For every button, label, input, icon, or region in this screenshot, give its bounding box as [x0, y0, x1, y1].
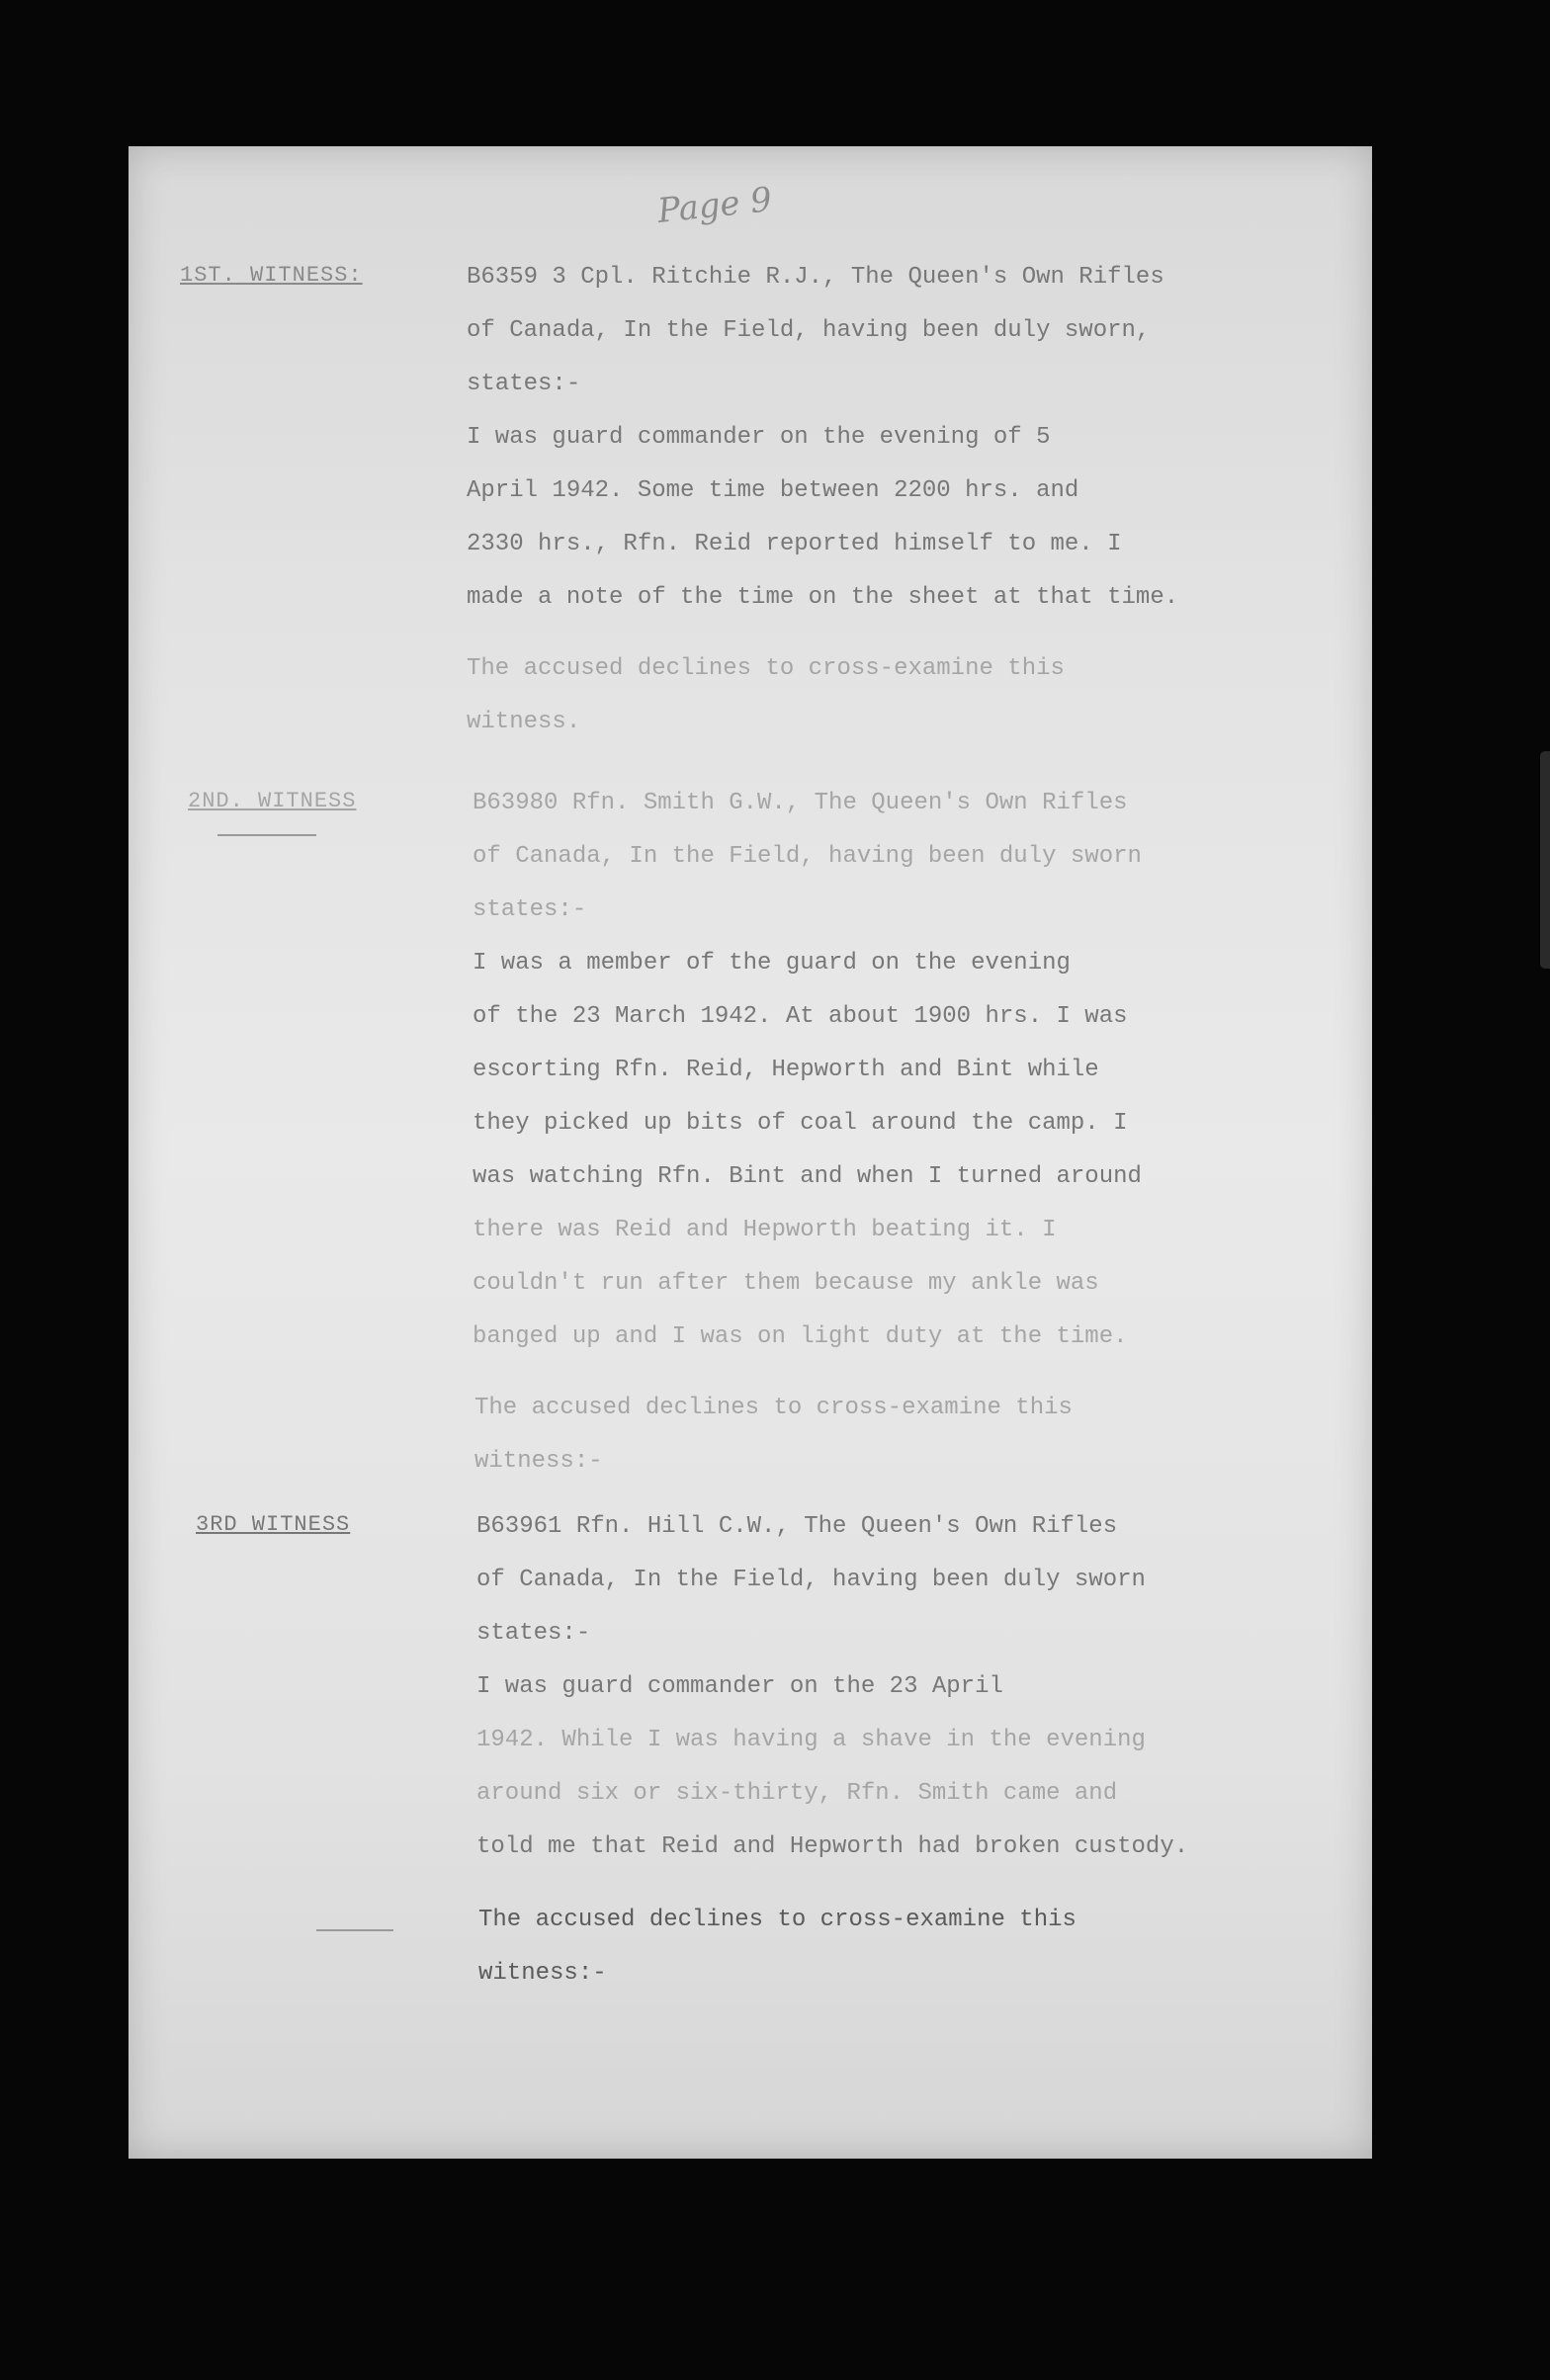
scan-edge-artifact	[1540, 751, 1550, 969]
witness-1-label: 1ST. WITNESS:	[180, 263, 363, 288]
witness-2-label: 2ND. WITNESS	[188, 789, 357, 813]
statement-line: of the 23 March 1942. At about 1900 hrs. I was	[473, 1003, 1128, 1030]
statement-line: of Canada, In the Field, having been duly sworn,	[467, 317, 1151, 344]
witness-3-label: 3RD WITNESS	[196, 1512, 351, 1537]
witness-2-statement	[473, 777, 1142, 1364]
statement-line: banged up and I was on light duty at the time.	[473, 1323, 1128, 1350]
page-number-note: Page 9	[655, 180, 774, 231]
statement-line: couldn't run after them because my ankle was	[473, 1270, 1099, 1297]
statement-line: B6359 3 Cpl. Ritchie R.J., The Queen's Own Rifles	[467, 264, 1164, 291]
statement-line: told me that Reid and Hepworth had broken custody.	[476, 1833, 1189, 1860]
statement-line: of Canada, In the Field, having been duly sworn	[473, 843, 1142, 870]
statement-line: of Canada, In the Field, having been duly sworn	[476, 1567, 1146, 1593]
witness-3-closing	[478, 1894, 1076, 2000]
statement-line: 1942. While I was having a shave in the evening	[476, 1727, 1146, 1753]
closing-line: witness:-	[474, 1448, 603, 1475]
statement-line: B63980 Rfn. Smith G.W., The Queen's Own Rifles	[473, 790, 1128, 816]
statement-line: states:-	[473, 896, 587, 923]
witness-3-statement	[476, 1500, 1188, 1874]
margin-divider	[217, 834, 316, 836]
witness-1-statement	[467, 251, 1178, 625]
statement-line: I was guard commander on the 23 April	[476, 1673, 1003, 1700]
statement-line: around six or six-thirty, Rfn. Smith came and	[476, 1780, 1118, 1807]
statement-line: states:-	[476, 1620, 591, 1647]
statement-line: April 1942. Some time between 2200 hrs. and	[467, 477, 1079, 504]
closing-line: The accused declines to cross-examine this	[478, 1907, 1076, 1933]
statement-line: was watching Rfn. Bint and when I turned around	[473, 1163, 1142, 1190]
closing-line: witness.	[467, 709, 581, 735]
margin-divider	[316, 1929, 393, 1931]
statement-line: 2330 hrs., Rfn. Reid reported himself to me. I	[467, 531, 1122, 557]
closing-line: The accused declines to cross-examine this	[467, 655, 1065, 682]
closing-line: The accused declines to cross-examine this	[474, 1395, 1073, 1421]
closing-line: witness:-	[478, 1960, 607, 1987]
statement-line: I was guard commander on the evening of 5	[467, 424, 1051, 451]
witness-1-closing	[467, 642, 1065, 749]
statement-line: made a note of the time on the sheet at that time.	[467, 584, 1179, 611]
statement-line: there was Reid and Hepworth beating it. I	[473, 1217, 1057, 1243]
document-page	[129, 146, 1372, 2159]
statement-line: they picked up bits of coal around the camp. I	[473, 1110, 1128, 1137]
statement-line: B63961 Rfn. Hill C.W., The Queen's Own Rifles	[476, 1513, 1118, 1540]
statement-line: escorting Rfn. Reid, Hepworth and Bint while	[473, 1057, 1099, 1083]
witness-2-closing	[474, 1382, 1073, 1488]
statement-line: I was a member of the guard on the evening	[473, 950, 1071, 977]
statement-line: states:-	[467, 371, 581, 397]
